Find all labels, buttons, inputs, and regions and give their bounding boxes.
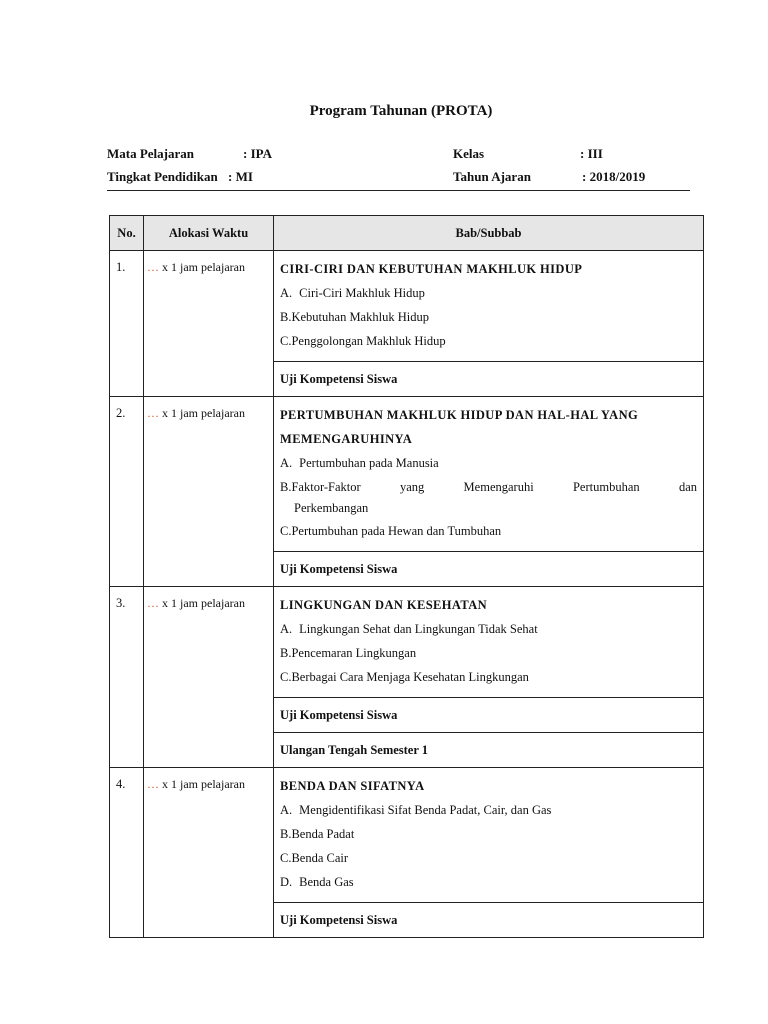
table-body	[110, 251, 704, 938]
uji-kompetensi-row: Uji Kompetensi Siswa	[274, 552, 704, 587]
table-row	[110, 768, 704, 903]
alokasi-text: x 1 jam pelajaran	[159, 406, 245, 420]
alokasi-placeholder-dots: …	[147, 777, 159, 791]
bab-cell	[274, 251, 704, 362]
subbab-item	[280, 475, 697, 499]
subject-label: Mata Pelajaran	[107, 146, 195, 161]
subbab-label: C.	[280, 334, 292, 348]
subbab-item	[280, 798, 697, 822]
subbab-label: C.	[280, 524, 292, 538]
document-title: Program Tahunan (PROTA)	[309, 103, 493, 119]
alokasi-text: x 1 jam pelajaran	[159, 596, 245, 610]
subbab-item	[280, 519, 697, 543]
subbab-label: B.	[280, 480, 292, 494]
year-label: Tahun Ajaran	[453, 169, 531, 184]
subbab-item	[280, 617, 697, 641]
row-number: 4.	[110, 768, 144, 938]
subbab-label: B.	[280, 827, 292, 841]
table-row	[110, 587, 704, 698]
bab-cell	[274, 397, 704, 552]
subbab-item	[280, 665, 697, 689]
row-number: 1.	[110, 251, 144, 397]
bab-cell	[274, 768, 704, 903]
subbab-label: A.	[280, 456, 293, 470]
subbab-text: Mengidentifikasi Sifat Benda Padat, Cair, dan Gas	[299, 803, 552, 817]
alokasi-text: x 1 jam pelajaran	[159, 260, 245, 274]
subbab-item	[280, 846, 697, 870]
alokasi-placeholder-dots: …	[147, 596, 159, 610]
bab-heading: CIRI-CIRI DAN KEBUTUHAN MAKHLUK HIDUP	[280, 262, 583, 276]
subbab-text: Benda Cair	[291, 851, 349, 865]
subbab-text-continued: Perkembangan	[294, 501, 369, 515]
bab-heading: BENDA DAN SIFATNYA	[280, 779, 425, 793]
subbab-label: A.	[280, 622, 293, 636]
subbab-text: Kebutuhan Makhluk Hidup	[291, 310, 429, 324]
prota-table	[109, 215, 704, 938]
subbab-item	[280, 281, 697, 305]
subbab-item	[280, 870, 697, 894]
subbab-item	[280, 451, 697, 475]
subbab-label: B.	[280, 310, 292, 324]
subbab-text: Penggolongan Makhluk Hidup	[291, 334, 446, 348]
subbab-text: Pertumbuhan pada Hewan dan Tumbuhan	[291, 524, 502, 538]
table-row	[110, 251, 704, 362]
alokasi-waktu	[144, 587, 274, 768]
uji-kompetensi-row: Uji Kompetensi Siswa	[274, 903, 704, 938]
bab-heading: LINGKUNGAN DAN KESEHATAN	[280, 598, 488, 612]
header-no: No.	[110, 216, 144, 251]
subbab-label: B.	[280, 646, 292, 660]
bab-cell	[274, 587, 704, 698]
subbab-text: Berbagai Cara Menjaga Kesehatan Lingkungan	[291, 670, 529, 684]
subbab-text: Faktor-Faktor yang Memengaruhi Pertumbuhan dan	[291, 480, 697, 494]
ulangan-row: Ulangan Tengah Semester 1	[274, 733, 704, 768]
subbab-text: Lingkungan Sehat dan Lingkungan Tidak Sehat	[299, 622, 538, 636]
class-value: : III	[580, 146, 603, 161]
subbab-label: A.	[280, 803, 293, 817]
alokasi-waktu	[144, 768, 274, 938]
year-value: : 2018/2019	[582, 169, 646, 184]
subbab-label: C.	[280, 851, 292, 865]
uji-kompetensi-row: Uji Kompetensi Siswa	[274, 698, 704, 733]
subbab-label: A.	[280, 286, 293, 300]
row-number: 3.	[110, 587, 144, 768]
alokasi-waktu	[144, 397, 274, 587]
header-alokasi: Alokasi Waktu	[144, 216, 274, 251]
subbab-text: Benda Padat	[291, 827, 355, 841]
subbab-item	[280, 329, 697, 353]
subbab-item	[280, 822, 697, 846]
alokasi-placeholder-dots: …	[147, 406, 159, 420]
header-divider	[107, 190, 690, 191]
header-bab: Bab/Subbab	[274, 216, 704, 251]
alokasi-text: x 1 jam pelajaran	[159, 777, 245, 791]
class-label: Kelas	[453, 146, 485, 161]
subject-value: : IPA	[243, 146, 273, 161]
table-row	[110, 397, 704, 552]
subbab-label: D.	[280, 875, 293, 889]
subbab-text: Pertumbuhan pada Manusia	[299, 456, 439, 470]
subbab-item	[280, 641, 697, 665]
alokasi-placeholder-dots: …	[147, 260, 159, 274]
bab-heading: PERTUMBUHAN MAKHLUK HIDUP DAN HAL-HAL YANG MEMENGARUHINYA	[280, 408, 639, 446]
table-header-row	[110, 216, 704, 251]
level-label: Tingkat Pendidikan	[107, 169, 218, 184]
subbab-item	[280, 305, 697, 329]
subbab-text: Pencemaran Lingkungan	[291, 646, 417, 660]
row-number: 2.	[110, 397, 144, 587]
alokasi-waktu	[144, 251, 274, 397]
subbab-text: Benda Gas	[299, 875, 354, 889]
uji-kompetensi-row: Uji Kompetensi Siswa	[274, 362, 704, 397]
subbab-text: Ciri-Ciri Makhluk Hidup	[299, 286, 425, 300]
subbab-label: C.	[280, 670, 292, 684]
level-value: : MI	[228, 169, 253, 184]
